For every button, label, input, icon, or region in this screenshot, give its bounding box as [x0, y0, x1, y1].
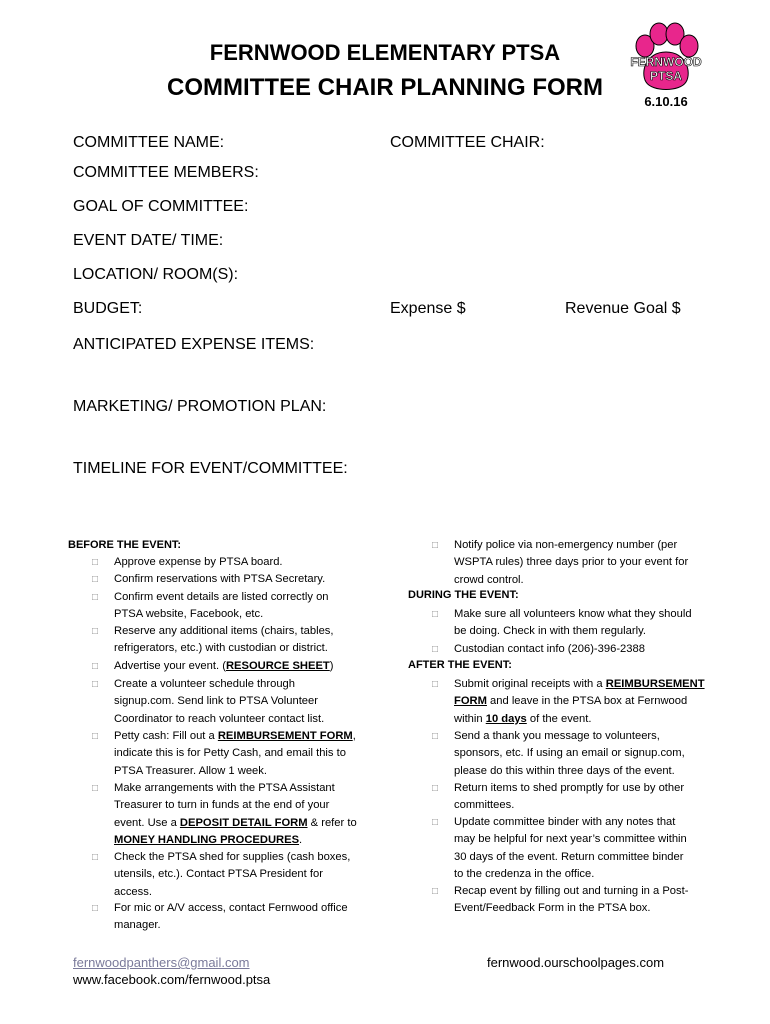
checkbox-icon[interactable]: □ [431, 783, 439, 794]
marketing-label: MARKETING/ PROMOTION PLAN: [73, 398, 327, 415]
email-link[interactable]: fernwoodpanthers@gmail.com [73, 955, 250, 970]
checkbox-icon[interactable]: □ [91, 661, 99, 672]
committee-chair-label: COMMITTEE CHAIR: [390, 134, 545, 151]
checklist-item: □ Send a thank you message to volunteers, sponsors, etc. If using an email or signup.com, please do this within three days of the event. [431, 730, 685, 777]
checklist-item: □ Submit original receipts with a REIMBURSEMENT FORM and leave in the PTSA box at Fernwood within 10 days of the event. [431, 678, 705, 725]
checklist-item: □ Create a volunteer schedule through signup.com. Send link to PTSA Volunteer Coordinator to reach volunteer contact list. [91, 678, 325, 725]
checklist-item: □ Notify police via non-emergency number (per WSPTA rules) three days prior to your event for crowd control. [431, 539, 689, 586]
form-title-line1: FERNWOOD ELEMENTARY PTSA [209, 40, 561, 65]
paw-icon [630, 22, 702, 94]
timeline-label: TIMELINE FOR EVENT/COMMITTEE: [73, 460, 348, 477]
version-date: 6.10.16 [644, 94, 688, 109]
checkbox-icon[interactable]: □ [91, 557, 99, 568]
committee-name-label: COMMITTEE NAME: [73, 134, 225, 151]
checklist-item: □ Update committee binder with any notes that may be helpful for next year’s committee within 30 days of the event. Return committee binder to the credenza in the office. [431, 816, 687, 881]
deposit-detail-form-link[interactable]: DEPOSIT DETAIL FORM [179, 816, 308, 829]
checkbox-icon[interactable]: □ [91, 592, 99, 603]
checklist-item: □ Recap event by filling out and turning in a Post- Event/Feedback Form in the PTSA box. [431, 885, 689, 915]
checkbox-icon[interactable]: □ [91, 626, 99, 637]
money-handling-link[interactable]: MONEY HANDLING PROCEDURES [114, 834, 300, 847]
checkbox-icon[interactable]: □ [91, 679, 99, 690]
before-heading: BEFORE THE EVENT: [68, 539, 182, 551]
checkbox-icon[interactable]: □ [431, 609, 439, 620]
checkbox-icon[interactable]: □ [91, 852, 99, 863]
checklist-item: □ Make arrangements with the PTSA Assistant Treasurer to turn in funds at the end of your event. Use a DEPOSIT DETAIL FORM & refer to MONEY HANDLING PROCEDURES. [91, 782, 357, 847]
checkbox-icon[interactable]: □ [91, 783, 99, 794]
checkbox-icon[interactable]: □ [431, 886, 439, 897]
checklist-item: □ Approve expense by PTSA board. [90, 554, 380, 571]
revenue-goal-label: Revenue Goal $ [565, 300, 681, 317]
committee-members-label: COMMITTEE MEMBERS: [73, 164, 259, 181]
form-title-line2: COMMITTEE CHAIR PLANNING FORM [167, 74, 603, 101]
paw-logo [630, 22, 702, 94]
reimbursement-link[interactable]: REIMBURSEMENT [605, 678, 705, 690]
checklist-item: □ Reserve any additional items (chairs, tables, refrigerators, etc.) with custodian or district. [91, 625, 334, 655]
expense-label: Expense $ [390, 300, 466, 317]
checklist-item: □ Petty cash: Fill out a REIMBURSEMENT FORM, indicate this is for Petty Cash, and email this to PTSA Treasurer. Allow 1 week. [91, 730, 356, 777]
checkbox-icon[interactable]: □ [431, 540, 439, 551]
website-link[interactable]: fernwood.ourschoolpages.com [487, 955, 665, 970]
anticipated-expense-label: ANTICIPATED EXPENSE ITEMS: [73, 336, 315, 353]
checkbox-icon[interactable]: □ [431, 731, 439, 742]
checkbox-icon[interactable]: □ [91, 903, 99, 914]
checkbox-icon[interactable]: □ [431, 817, 439, 828]
checklist-item: □ Confirm reservations with PTSA Secretary. [90, 571, 380, 588]
logo-text-1: FERNWOOD [630, 55, 702, 69]
goal-label: GOAL OF COMMITTEE: [73, 198, 249, 215]
checklist-item: □ Check the PTSA shed for supplies (cash boxes, utensils, etc.). Contact PTSA President for access. [91, 851, 351, 898]
checkbox-icon[interactable]: □ [431, 679, 439, 690]
checklist-item: □ Return items to shed promptly for use by other committees. [431, 782, 685, 812]
event-date-label: EVENT DATE/ TIME: [73, 232, 224, 249]
checkbox-icon[interactable]: □ [91, 731, 99, 742]
ten-days-emphasis: 10 days [485, 712, 527, 725]
budget-label: BUDGET: [73, 300, 143, 317]
checklist-item: □ Make sure all volunteers know what they should be doing. Check in with them regularly. [431, 608, 692, 638]
checklist-item: □ Advertise your event. (RESOURCE SHEET) [90, 658, 380, 675]
checklist-item: □ Confirm event details are listed correctly on PTSA website, Facebook, etc. [91, 591, 329, 621]
checkbox-icon[interactable]: □ [91, 574, 99, 585]
logo-text-2: PTSA [649, 69, 683, 83]
location-label: LOCATION/ ROOM(S): [73, 266, 239, 283]
checklist-item: □ For mic or A/V access, contact Fernwood office manager. [91, 902, 348, 932]
facebook-link[interactable]: www.facebook.com/fernwood.ptsa [73, 972, 271, 987]
form-link[interactable]: FORM [454, 695, 487, 708]
after-heading: AFTER THE EVENT: [408, 659, 512, 671]
checkbox-icon[interactable]: □ [431, 644, 439, 655]
resource-sheet-link[interactable]: RESOURCE SHEET [225, 660, 330, 672]
checklist-item: □ Custodian contact info (206)-396-2388 [430, 641, 730, 658]
during-heading: DURING THE EVENT: [408, 589, 519, 601]
reimbursement-form-link[interactable]: REIMBURSEMENT FORM [217, 730, 353, 742]
